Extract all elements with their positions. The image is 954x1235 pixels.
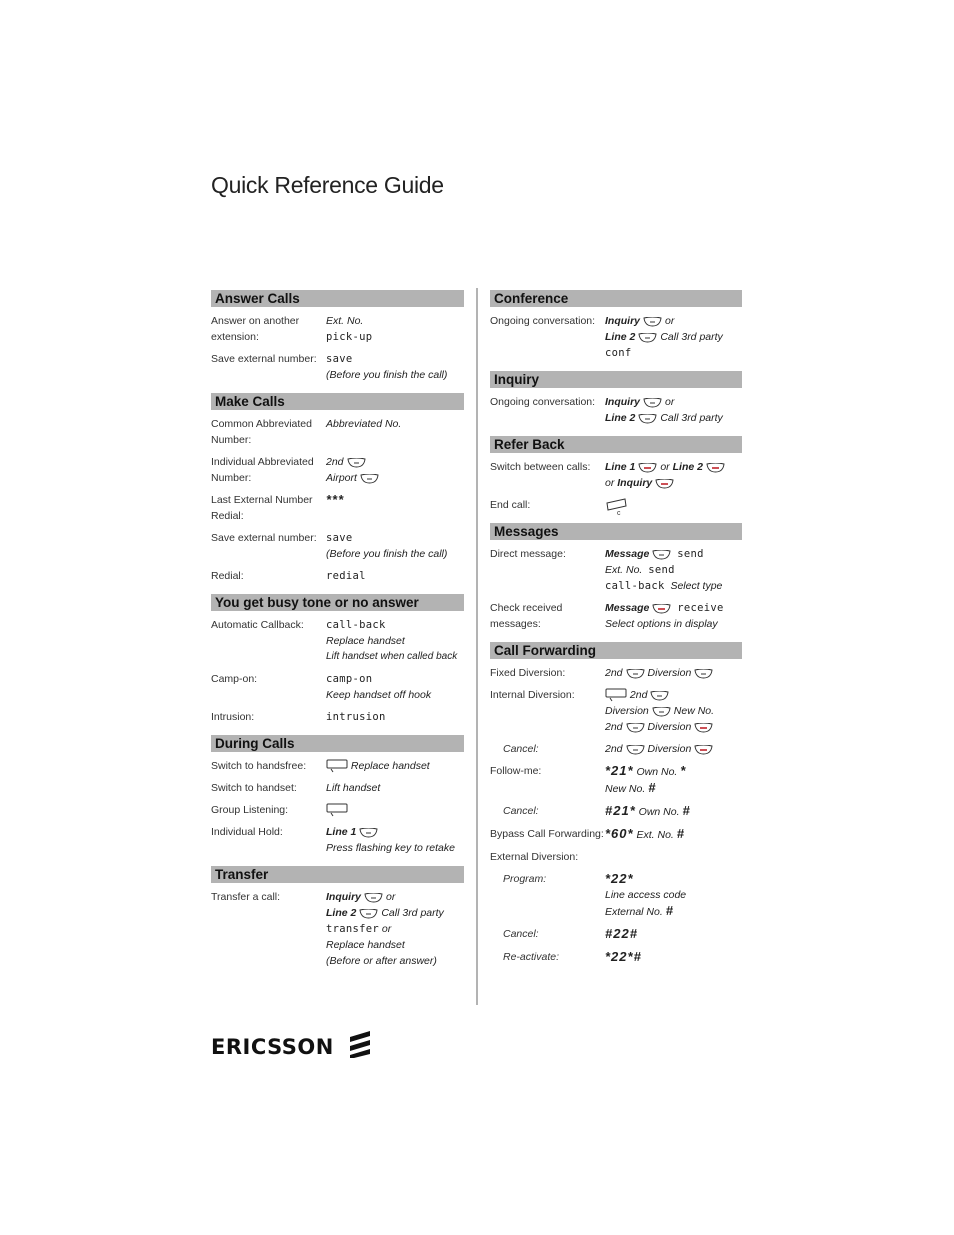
row-label: Save external number:	[211, 353, 317, 365]
row-value: Line 2	[605, 412, 636, 424]
display-text: send	[648, 564, 675, 576]
row-value: or	[386, 891, 396, 903]
row-value: Line 1	[326, 826, 357, 838]
handsfree-key-icon	[605, 688, 627, 702]
list-item	[211, 530, 464, 562]
row-label: Last External Number Redial:	[211, 494, 313, 522]
display-text: transfer	[326, 923, 379, 935]
column-divider	[476, 288, 478, 1005]
list-item	[211, 802, 464, 818]
row-value: Select options in display	[605, 618, 718, 630]
section-heading: Inquiry	[490, 371, 742, 388]
list-item	[490, 687, 742, 735]
section-busy-tone	[211, 594, 464, 725]
page-title: Quick Reference Guide	[211, 172, 444, 198]
list-item	[211, 617, 464, 665]
row-label: Group Listening:	[211, 804, 289, 816]
soft-key-icon	[626, 668, 645, 678]
row-value: New No.	[605, 783, 646, 795]
key-code: *60*	[605, 826, 634, 841]
row-value: Inquiry	[605, 315, 641, 327]
section-during-calls	[211, 735, 464, 856]
list-item	[211, 824, 464, 856]
key-code: #	[676, 826, 686, 841]
list-item	[490, 459, 742, 491]
soft-key-icon	[347, 457, 366, 467]
handsfree-key-icon	[326, 759, 348, 773]
key-code: #	[648, 780, 657, 795]
row-label: Follow-me:	[490, 765, 542, 777]
row-label: Check received messages:	[490, 602, 563, 630]
display-text: pick-up	[326, 331, 373, 343]
row-label: Cancel:	[503, 805, 539, 817]
row-label: Internal Diversion:	[490, 689, 575, 701]
red-soft-key-icon	[655, 478, 674, 488]
key-code: #	[682, 803, 691, 818]
row-value: Select type	[670, 580, 723, 592]
key-code: *22*#	[605, 949, 642, 964]
soft-key-icon	[626, 722, 645, 732]
list-item	[211, 492, 464, 524]
list-item	[490, 497, 742, 517]
section-messages	[490, 523, 742, 632]
row-value: or	[605, 477, 615, 489]
right-column	[490, 290, 742, 976]
row-value: External No.	[605, 906, 663, 918]
display-text: call-back	[326, 619, 386, 631]
list-item	[211, 313, 464, 345]
key-code: *22*	[605, 871, 634, 886]
row-value: Inquiry	[326, 891, 362, 903]
row-value: Call 3rd party	[660, 412, 723, 424]
display-text: receive	[677, 602, 724, 614]
section-refer-back	[490, 436, 742, 517]
section-heading: Refer Back	[490, 436, 742, 453]
row-label: Switch to handset:	[211, 782, 297, 794]
soft-key-icon	[638, 332, 657, 342]
row-label: Save external number:	[211, 532, 317, 544]
row-value: Line 2	[326, 907, 357, 919]
row-label: Individual Abbreviated Number:	[211, 456, 314, 484]
row-value: 2nd	[326, 456, 344, 468]
soft-key-icon	[694, 668, 713, 678]
row-value: Message	[605, 548, 650, 560]
row-value: Own No.	[636, 766, 678, 778]
row-value: Diversion	[647, 743, 692, 755]
soft-key-icon	[364, 892, 383, 902]
handsfree-key-icon	[326, 803, 348, 817]
key-code: ***	[326, 492, 345, 507]
section-heading: Conference	[490, 290, 742, 307]
soft-key-icon	[359, 827, 378, 837]
row-note: (Before you finish the call)	[326, 548, 448, 560]
section-heading: During Calls	[211, 735, 464, 752]
section-heading: Make Calls	[211, 393, 464, 410]
red-soft-key-icon	[706, 462, 725, 472]
row-label: End call:	[490, 499, 531, 511]
row-value: Line 2	[605, 331, 636, 343]
row-value: Ext. No.	[605, 564, 643, 576]
row-label: Answer on another extension:	[211, 315, 300, 343]
row-value: Own No.	[638, 806, 680, 818]
list-item	[211, 758, 464, 774]
row-label: Direct message:	[490, 548, 566, 560]
section-heading: Messages	[490, 523, 742, 540]
row-note: (Before or after answer)	[326, 955, 437, 967]
key-code: #22#	[605, 926, 638, 941]
row-label: Program:	[503, 873, 547, 885]
display-text: save	[326, 353, 353, 365]
key-code: #	[665, 903, 674, 918]
list-item	[490, 949, 742, 966]
row-label: Camp-on:	[211, 673, 258, 685]
key-code: *	[680, 763, 687, 778]
row-value: 2nd	[629, 689, 648, 701]
list-item	[211, 780, 464, 796]
row-value: Ext. No.	[326, 315, 364, 327]
list-item	[211, 416, 464, 448]
row-note: Lift handset when called back	[326, 651, 458, 662]
list-item	[490, 803, 742, 820]
row-note: (Before you finish the call)	[326, 369, 448, 381]
section-heading: Answer Calls	[211, 290, 464, 307]
row-label: Transfer a call:	[211, 891, 281, 903]
row-value: 2nd	[605, 721, 623, 733]
row-value: 2nd	[605, 743, 623, 755]
list-item	[211, 889, 464, 969]
row-value: Inquiry	[605, 396, 641, 408]
row-label: Ongoing conversation:	[490, 315, 596, 327]
row-value: Replace handset	[350, 760, 430, 772]
row-note: Press flashing key to retake	[326, 842, 455, 854]
row-value: Call 3rd party	[381, 907, 444, 919]
red-soft-key-icon	[652, 603, 671, 613]
row-label: Redial:	[211, 570, 244, 582]
row-label: Individual Hold:	[211, 826, 283, 838]
red-soft-key-icon	[694, 744, 713, 754]
row-value: 2nd	[605, 667, 623, 679]
row-value: Replace handset	[326, 939, 405, 951]
display-text: save	[326, 532, 353, 544]
list-item	[211, 351, 464, 383]
list-item	[490, 826, 742, 843]
section-heading: Call Forwarding	[490, 642, 742, 659]
soft-key-icon	[643, 397, 662, 407]
soft-key-icon	[650, 690, 669, 700]
soft-key-icon	[359, 908, 378, 918]
key-code: #21*	[605, 803, 636, 818]
row-value: Diversion	[647, 721, 692, 733]
soft-key-icon	[652, 549, 671, 559]
list-item	[490, 871, 742, 920]
list-item	[490, 741, 742, 757]
soft-key-icon	[638, 413, 657, 423]
list-item	[211, 709, 464, 725]
list-item	[490, 600, 742, 632]
row-value: Line access code	[605, 889, 687, 901]
ericsson-logo-icon	[348, 1030, 372, 1063]
list-item	[490, 313, 742, 361]
row-value: Abbreviated No.	[326, 418, 402, 430]
row-value: or	[660, 461, 670, 473]
row-label: Switch between calls:	[490, 461, 591, 473]
row-value: Call 3rd party	[660, 331, 723, 343]
row-value: or	[665, 315, 675, 327]
logo-text: ERICSSON	[211, 1034, 334, 1059]
list-item	[490, 546, 742, 594]
red-soft-key-icon	[694, 722, 713, 732]
row-label: Automatic Callback:	[211, 619, 304, 631]
row-label: Bypass Call Forwarding:	[490, 828, 604, 840]
row-value: Lift handset	[326, 782, 381, 794]
row-label: Ongoing conversation:	[490, 396, 596, 408]
row-value: Line 2	[672, 461, 703, 473]
section-make-calls	[211, 393, 464, 584]
row-value: Ext. No.	[636, 829, 674, 841]
section-inquiry	[490, 371, 742, 426]
left-column	[211, 290, 464, 979]
row-label: Intrusion:	[211, 711, 255, 723]
display-text: redial	[326, 570, 366, 582]
display-text: camp-on	[326, 673, 373, 685]
row-value: Message	[605, 602, 650, 614]
display-text: call-back	[605, 580, 665, 592]
section-transfer	[211, 866, 464, 969]
row-label: External Diversion:	[490, 851, 579, 863]
red-soft-key-icon	[638, 462, 657, 472]
soft-key-icon	[360, 473, 379, 483]
list-item	[490, 394, 742, 426]
row-value: Replace handset	[326, 635, 405, 647]
section-answer-calls	[211, 290, 464, 383]
list-item	[490, 665, 742, 681]
row-label: Fixed Diversion:	[490, 667, 566, 679]
row-label: Re-activate:	[503, 951, 560, 963]
list-item	[490, 849, 742, 865]
row-label: Cancel:	[503, 928, 539, 940]
row-value: Inquiry	[617, 477, 653, 489]
row-value: Diversion	[605, 705, 649, 717]
row-label: Cancel:	[503, 743, 539, 755]
clear-key-icon	[605, 498, 627, 517]
list-item	[211, 568, 464, 584]
display-text: intrusion	[326, 711, 386, 723]
row-value: or	[381, 923, 392, 935]
soft-key-icon	[652, 706, 671, 716]
display-text: send	[677, 548, 704, 560]
section-call-forwarding	[490, 642, 742, 966]
list-item	[490, 926, 742, 943]
row-value: Keep handset off hook	[326, 689, 432, 701]
list-item	[490, 763, 742, 797]
row-label: Switch to handsfree:	[211, 760, 307, 772]
ericsson-logo	[211, 1030, 372, 1063]
display-text: conf	[605, 347, 632, 359]
row-value: New No.	[673, 705, 715, 717]
section-conference	[490, 290, 742, 361]
list-item	[211, 454, 464, 486]
section-heading: Transfer	[211, 866, 464, 883]
svg-text:c: c	[617, 510, 621, 517]
section-heading: You get busy tone or no answer	[211, 594, 464, 611]
row-value: Airport	[326, 472, 357, 484]
row-value: Line 1	[605, 461, 636, 473]
soft-key-icon	[626, 744, 645, 754]
list-item	[211, 671, 464, 703]
row-label: Common Abbreviated Number:	[211, 418, 312, 446]
row-value: or	[665, 396, 675, 408]
key-code: *21*	[605, 763, 634, 778]
soft-key-icon	[643, 316, 662, 326]
row-value: Diversion	[647, 667, 692, 679]
